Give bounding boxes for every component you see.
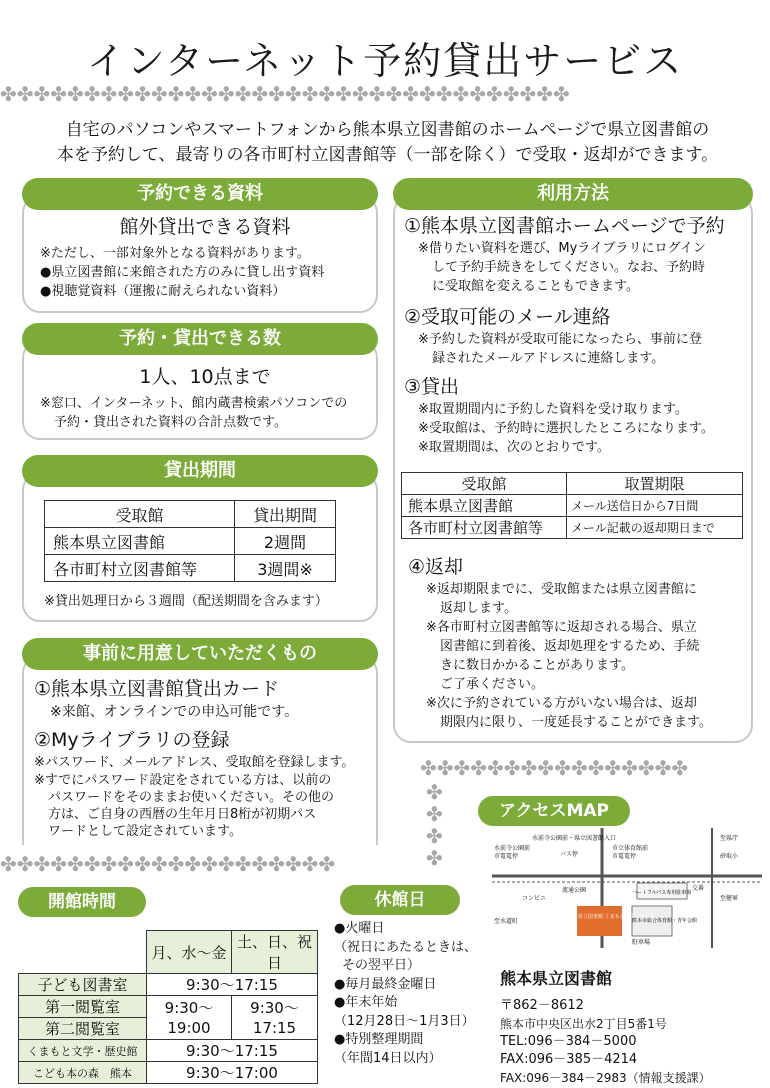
period-note: ※貸出処理日から３週間（配送期間を含みます） [44,594,328,609]
intro-text: 自宅のパソコンやスマートフォンから熊本県立図書館のホームページで県立図書館の 本を予約して、最寄りの各市町村立図書館等（一部を除く）で受取・返却ができます。 [56,120,719,165]
period-table [44,500,336,582]
period-heading: 貸出期間 [22,455,378,487]
map-label: 水前寺公園前 [494,845,531,852]
count-body: 1人、10点まで ※窓口、インターネット、館内蔵書検索パソコンでの 予約・貸出された資料の合計点数です。 [40,366,348,430]
table-row: 受取館 取置期限 [402,473,743,495]
map-label: 水前寺公園前・県立図書館入口 [532,835,617,842]
materials-heading: 予約できる資料 [22,178,378,210]
map-label: 熊本市総合体育館・青年会館 [632,918,698,924]
table-row: 各市町村立図書館等 3週間※ [45,555,336,582]
page-title: インターネット予約貸出サービス [86,39,684,83]
usage-heading: 利用方法 [393,178,753,210]
hours-heading: 開館時間 [18,887,146,917]
map-label: ハートフルパス専用駐車場 [632,890,692,896]
library-info: 熊本県立図書館 〒862－8612 熊本市中央区出水2丁目5番1号 TEL:096－384－5000 FAX:096－385－4214 FAX:096－384－2983（情報支援課） [500,966,768,1087]
materials-body: 館外貸出できる資料 ※ただし、一部対象外となる資料があります。 ●県立図書館に来館された方のみに貸し出す資料 ●視聴覚資料（運搬に耐えられない資料） [40,216,325,299]
closed-heading: 休館日 [340,885,460,915]
prepare-body: ①熊本県立図書館貸出カード ※来館、オンラインでの申込可能です。 ②Myライブラリの登録 ※パスワード、メールアドレス、受取館を登録します。 ※すでにパスワード設定をされている方は、以前の パスワードをそのままお使いください。その他の 方は、ご自身の西暦の生年月日8桁が初期パス ワードとして設定されています。 [34,678,355,839]
table-row: 受取館 貸出期間 [45,501,336,528]
table-row: 第二閲覧室 [19,1018,318,1040]
map-label: 砂取小 [720,853,739,860]
map-label: 県立図書館 くまもと文学・歴史館 [578,914,655,920]
map-library-building [577,906,622,936]
map-label: 至県庁 [720,835,739,842]
map-label: コンビニ [522,895,547,902]
access-heading: アクセスMAP [478,796,630,826]
map-label: 至健軍 [720,895,739,902]
table-row: 熊本県立図書館 2週間 [45,528,336,555]
clover-divider-low: ✤✤✤✤✤✤✤✤✤✤✤✤✤✤✤✤✤✤✤✤ [0,854,336,874]
prepare-heading: 事前に用意していただくもの [22,638,378,670]
map-label: バス停 [560,851,579,858]
map-label: 市電電停 [612,853,637,860]
clover-divider-top: ✤✤✤✤✤✤✤✤✤✤✤✤✤✤✤✤✤✤✤✤✤✤✤✤✤✤✤✤✤✤✤✤✤✤ [0,84,570,104]
usage-body: ①熊本県立図書館ホームページで予約 ※借りたい資料を選び、Myライブラリにログイン して予約手続きをしてください。なお、予約時 に受取館を変えることもできます。 ②受取可能のメール連絡 ※予約した資料が受取可能になったら、事前に登 録されたメールアドレスに連絡します。 ③貸出 ※取置期間内に予約した資料を受け取ります。 ※受取館は、予約時に選択したところになります。 ※取置期間は、次のとおりです。 [404,215,725,455]
library-name: 熊本県立図書館 [500,969,613,988]
table-row: 月、水～金 土、日、祝日 [19,931,318,974]
clover-divider-mid: ✤✤✤✤✤✤✤✤✤✤✤✤✤✤✤✤ [420,758,689,778]
count-heading: 予約・貸出できる数 [22,323,378,355]
map-label: 交番 [692,885,705,892]
closed-body: ●火曜日 （祝日にあたるときは、 その翌平日） ●毎月最終金曜日 ●年末年始 （12月28日～1月3日） ●特別整理期間 （年間14日以内） [334,921,478,1066]
map-label: 至水道町 [494,918,519,925]
access-map [492,828,762,948]
table-row: 各市町村立図書館等 メール記載の返却期日まで [402,517,743,539]
map-label: 市立体育館前 [612,845,649,852]
clover-divider-vertical: ✤ ✤ ✤ ✤ [426,780,443,870]
usage-return: ④返却 ※返却期限までに、受取館または県立図書館に 返却します。 ※各市町村立図書館等に返却される場合、県立 図書館に到着後、返却処理をするため、手続 きに数日かかることがあります。 ご了承ください。 ※次に予約されている方がいない場合は、返却 期限内に限り、一度延長することができます。 [408,556,712,730]
hold-table [401,472,743,539]
map-label: 駐車場 [632,939,651,946]
table-row: 熊本県立図書館 メール送信日から7日間 [402,495,743,517]
table-row: くまもと文学・歴史館 9:30～17:15 [19,1040,318,1062]
table-row: こども本の森 熊本 9:30～17:00 [19,1062,318,1084]
hours-table [18,930,318,1084]
table-row: 子ども図書室 9:30～17:15 [19,974,318,996]
table-row: 第一閲覧室 9:30～ 19:00 9:30～ 17:15 [19,996,318,1018]
map-label: 流通公園 [562,887,587,894]
map-label: 市電電停 [494,853,519,860]
